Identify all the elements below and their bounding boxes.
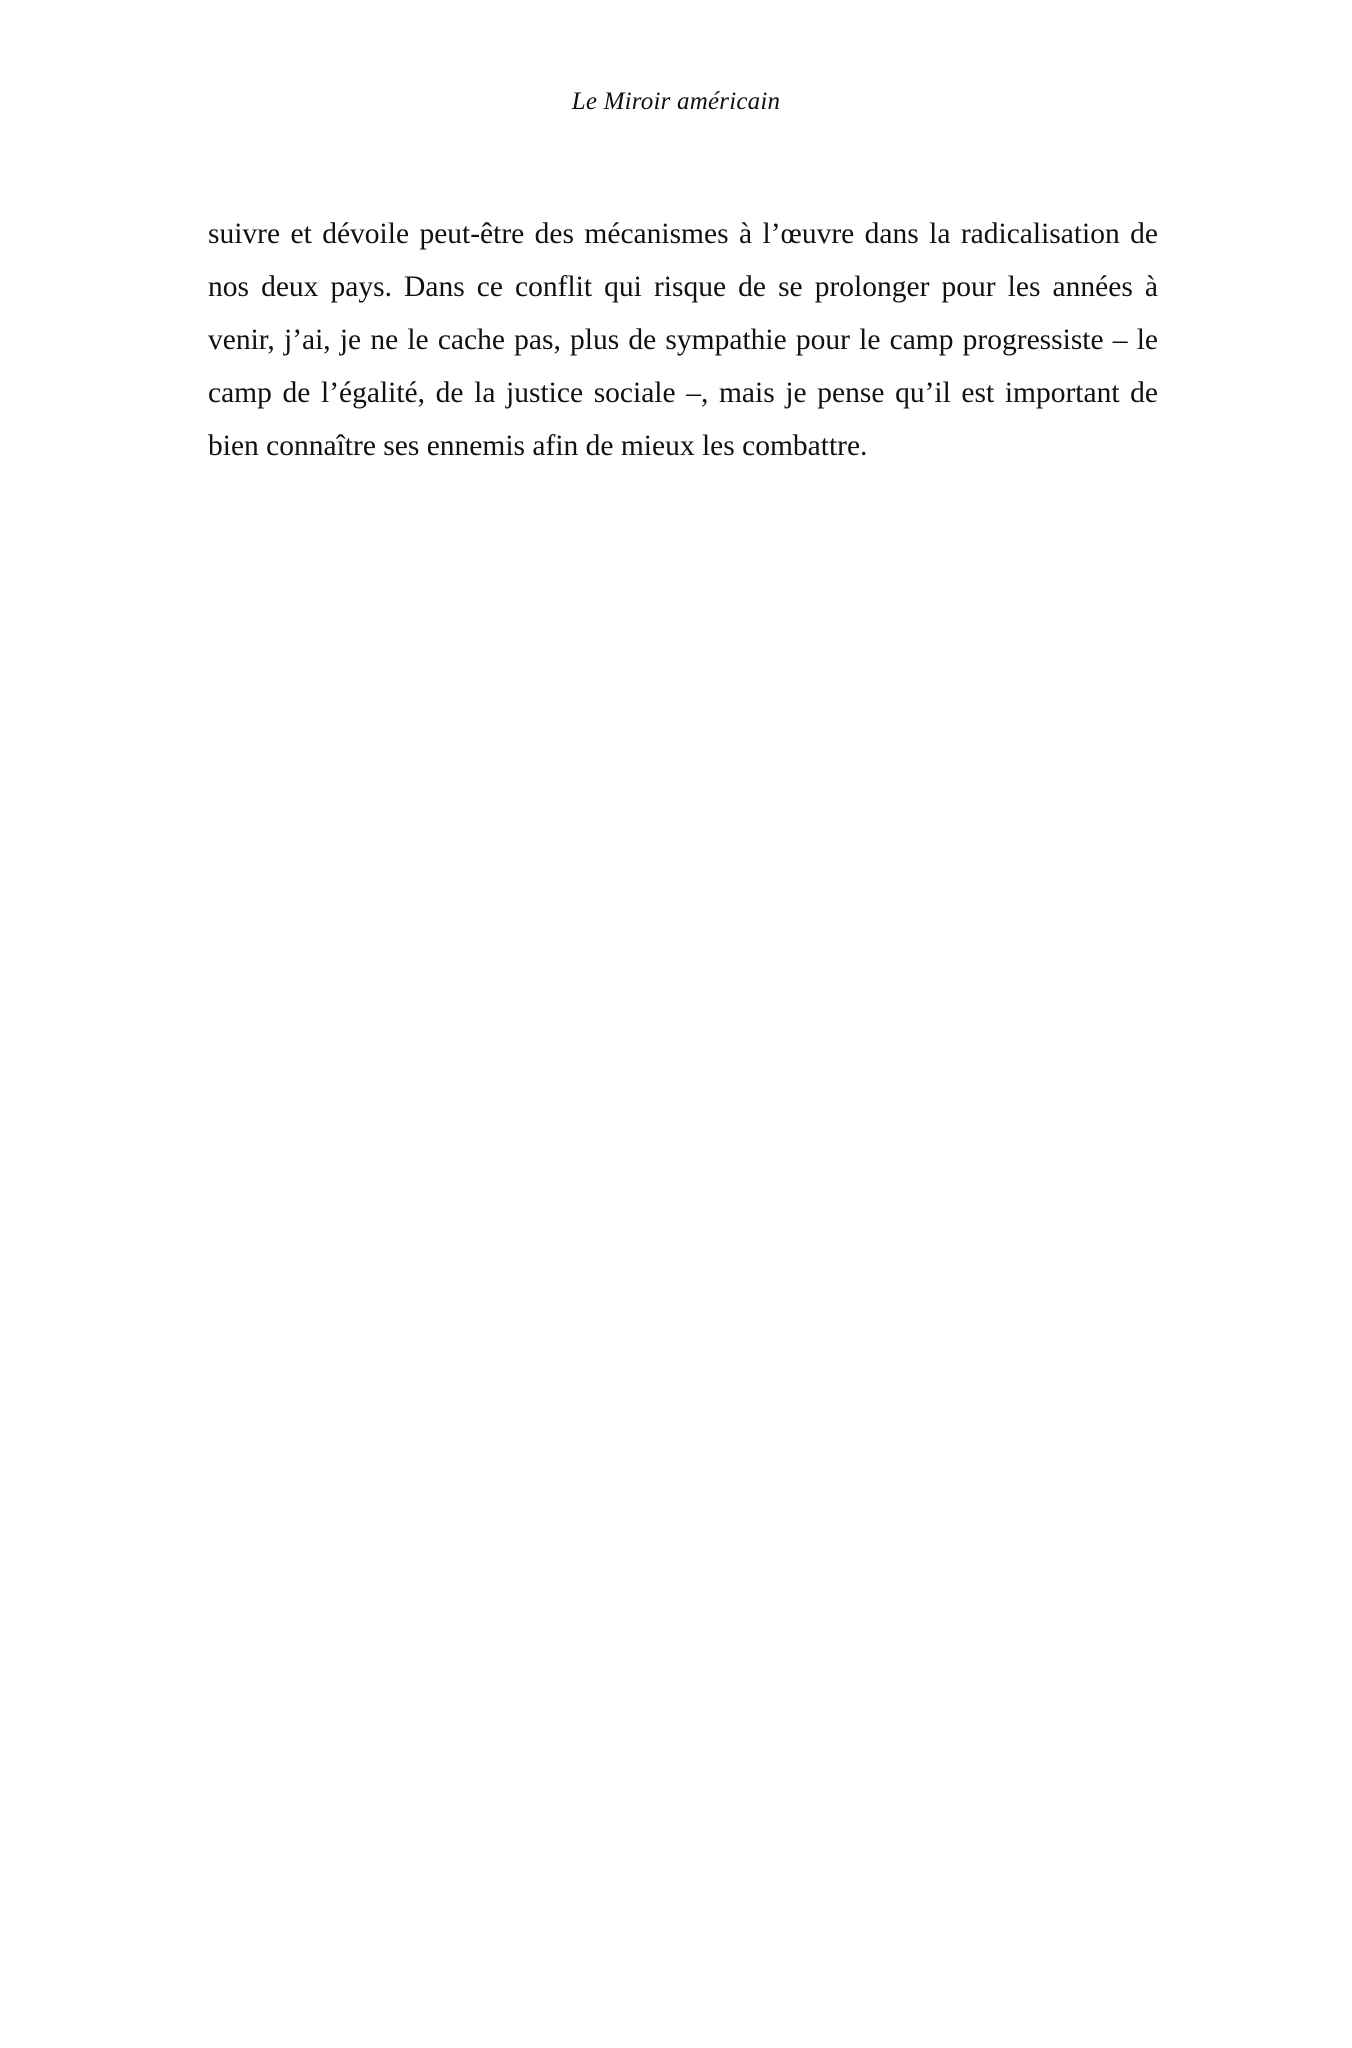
body-paragraph: suivre et dévoile peut-être des mécanismes à l’œuvre dans la radicalisation de nos deux pays. Dans ce conflit qui risque de se prolonger pour les années à venir, j’ai, je ne le cache pas, plus de sympathie pour le camp progressiste – le camp de l’égalité, de la justice sociale –, mais je pense qu’il est important de bien connaître ses ennemis afin de mieux les combattre.	[208, 218, 1158, 462]
body-text-block	[208, 208, 1158, 473]
running-head: Le Miroir américain	[571, 88, 781, 115]
